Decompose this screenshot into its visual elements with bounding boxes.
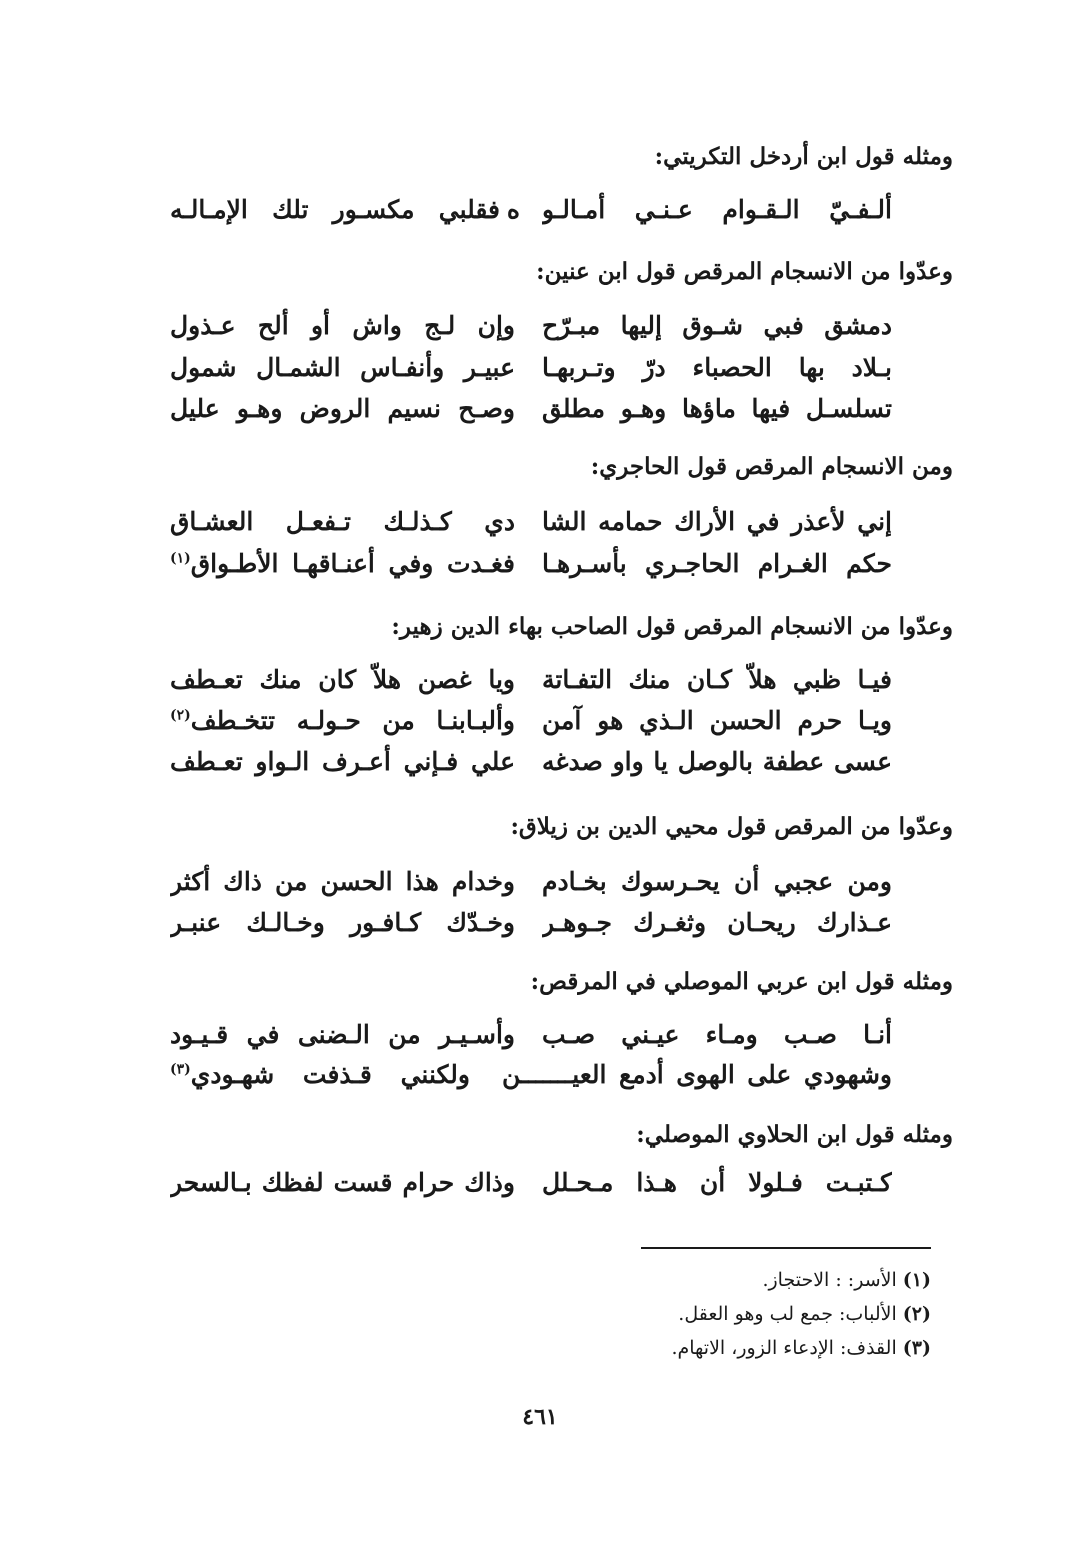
verse-second-hemistich: وإن لـج واش أو ألح عـذول [170, 311, 515, 340]
footnote-number: (١) [902, 1269, 931, 1291]
footnote-text: الأسر: : الاحتجاز. [762, 1269, 897, 1291]
verse-second-hemistich: علي فـإني أعـرف الـواو تعـطف [170, 747, 515, 776]
verse-first-hemistich: حكم الغـرام الحاجـري بأسـرهـا [542, 549, 892, 578]
verse-first-hemistich: وشهودي على الهوى أدمع العيـــــــن [502, 1060, 892, 1089]
verse-line [170, 862, 892, 902]
footnote-divider [641, 1247, 931, 1249]
verse-line [170, 1163, 892, 1203]
verse-line [170, 389, 892, 429]
verse-second-hemistich [170, 1055, 470, 1095]
verse-first-hemistich: عـذارك ريحـان وثغـرك جـوهـر [542, 908, 892, 937]
verse-line [170, 742, 892, 782]
verse-line [170, 502, 892, 542]
verse-second-hemistich: فقلبي مكسـور تلك الإمـالـه [170, 195, 500, 224]
verse-second-hemistich: وخدام هذا الحسن من ذاك أكثر [170, 867, 515, 896]
footnote [331, 1334, 931, 1362]
section-intro: وعدّوا من الانسجام المرقص قول الصاحب بهاء الدين زهير: [391, 613, 953, 640]
verse-first-hemistich: تسلسـل فيها ماؤها وهـو مطلق [542, 394, 892, 423]
verse-first-hemistich: دمشق فبي شـوق إليها مبـرّح [542, 311, 892, 340]
footnote-ref: (٣) [170, 1061, 191, 1078]
page-number: ٤٦١ [522, 1404, 558, 1430]
verse-line [170, 348, 892, 388]
verse-line [170, 1015, 892, 1055]
section-intro: وعدّوا من الانسجام المرقص قول ابن عنين: [536, 258, 953, 285]
verse-first-hemistich: ألـفـيّ الـقـوام عـنـي أمـالـو [542, 195, 892, 224]
verse-second-hemistich-text: ولكنني قـذفت شهـودي [190, 1060, 470, 1089]
footnote-number: (٢) [902, 1303, 931, 1325]
verse-first-hemistich: كـتبـت فـلولا أن هـذا مـحـلل [542, 1168, 892, 1197]
verse-first-hemistich: ومن عجبي أن يحـرسوك بخـادم [542, 867, 892, 896]
verse-second-hemistich: وصـح نسيم الروض وهـو عليل [170, 394, 515, 423]
verse-second-hemistich-text: فغـدت وفي أعنـاقهـا الأطـواق [190, 549, 515, 578]
verse-line [170, 306, 892, 346]
footnote-ref: (١) [170, 550, 191, 567]
verse-second-hemistich: عبيـر وأنفـاس الشمـال شمول [170, 353, 515, 382]
section-intro: ومثله قول ابن الحلاوي الموصلي: [636, 1121, 953, 1148]
verse-line [170, 701, 892, 741]
verse-first-hemistich: إني لأعذر في الأراك حمامه الشا [542, 507, 892, 536]
verse-second-hemistich: ويا غصن هلاّ كان منك تعـطف [170, 665, 515, 694]
verse-first-hemistich: أنـا صـب ومـاء عيـني صـب [542, 1020, 892, 1049]
footnote-number: (٣) [902, 1337, 931, 1359]
section-intro: ومثله قول ابن عربي الموصلي في المرقص: [530, 968, 953, 995]
verse-first-hemistich: بـلاد بها الحصباء درّ وتـربهـا [542, 353, 892, 382]
footnote-text: القذف: الإدعاء الزور، الاتهام. [671, 1337, 897, 1359]
verse-first-hemistich: ويـا حرم الحسن الـذي هو آمن [542, 706, 892, 735]
verse-line [170, 1055, 892, 1095]
footnote-text: الألباب: جمع لب وهو العقل. [678, 1303, 897, 1325]
verse-second-hemistich: وذاك حرام قست لفظك بـالسحر [170, 1168, 515, 1197]
verse-line [170, 903, 892, 943]
verse-second-hemistich [170, 544, 515, 584]
verse-second-hemistich: دي كـذلـك تـفعـل العشـاق [170, 507, 515, 536]
verse-second-hemistich: وخـدّك كـافـور وخـالـك عنبـر [170, 908, 515, 937]
verse-second-hemistich: وأسـيـر من الـضنى في قـيـود [170, 1020, 515, 1049]
section-intro: ومثله قول ابن أردخل التكريتي: [654, 143, 953, 170]
footnote [331, 1300, 931, 1328]
footnote-ref: (٢) [170, 707, 191, 724]
section-intro: وعدّوا من المرقص قول محيي الدين بن زيلاق: [510, 813, 953, 840]
verse-line [170, 544, 892, 584]
verse-second-hemistich-text: وألبـابنـا من حـولـه تتخـطف [190, 706, 515, 735]
verse-line [170, 190, 892, 230]
footnote [331, 1266, 931, 1294]
section-intro: ومن الانسجام المرقص قول الحاجري: [590, 453, 953, 480]
verse-first-hemistich: عسى عطفة بالوصل يا واو صدغه [542, 747, 892, 776]
verse-second-hemistich [170, 701, 515, 741]
verse-separator: ه [506, 195, 520, 224]
verse-line [170, 660, 892, 700]
verse-first-hemistich: فيـا ظبي هلاّ كـان منك التفـاتة [542, 665, 892, 694]
